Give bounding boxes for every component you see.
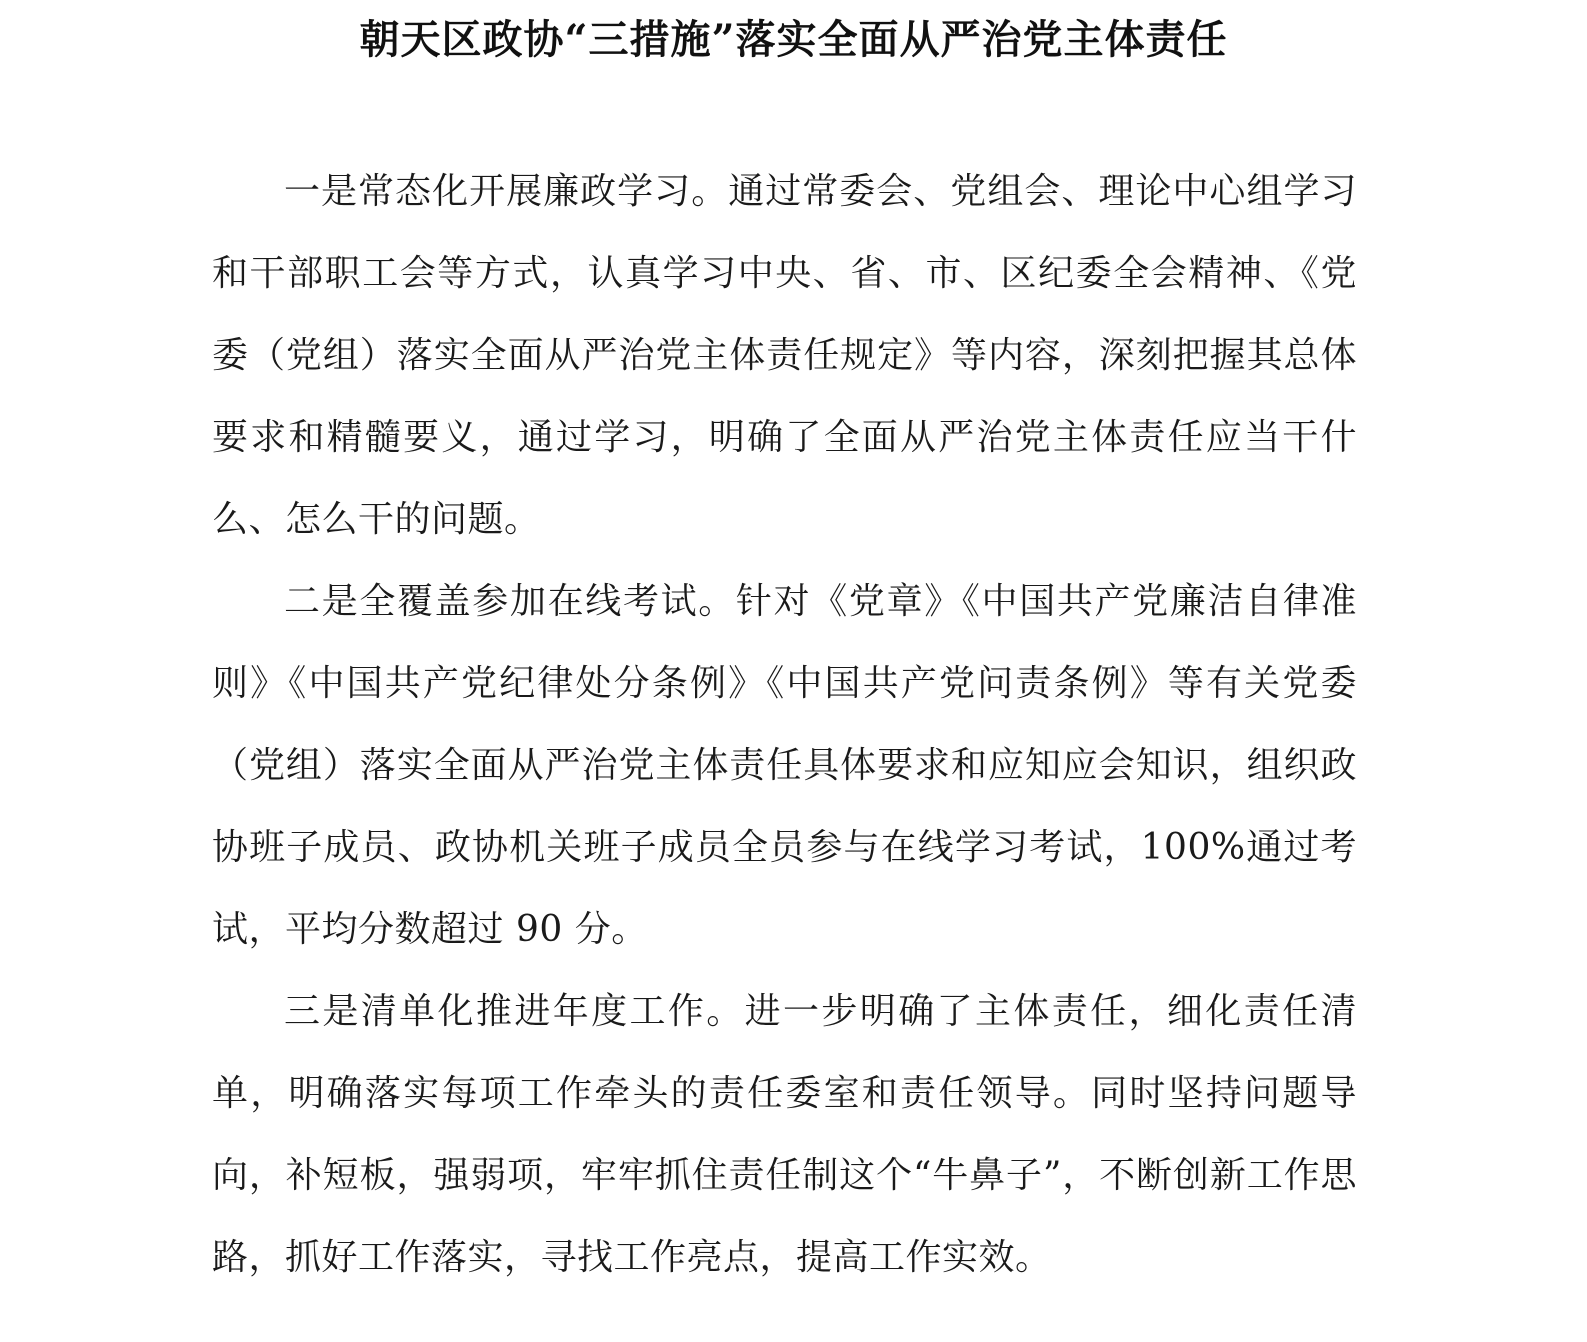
paragraph-3: 三是清单化推进年度工作。进一步明确了主体责任，细化责任清单，明确落实每项工作牵头的责任委室和责任领导。同时坚持问题导向，补短板，强弱项，牢牢抓住责任制这个“牛鼻子”，不断创新工作思路，抓好工作落实，寻找工作亮点，提高工作实效。 [212,991,1357,1278]
document-body [212,151,1357,1299]
paragraph-2: 二是全覆盖参加在线考试。针对《党章》《中国共产党廉洁自律准则》《中国共产党纪律处分条例》《中国共产党问责条例》等有关党委（党组）落实全面从严治党主体责任具体要求和应知应会知识，组织政协班子成员、政协机关班子成员全员参与在线学习考试，100%通过考试，平均分数超过 90 分。 [212,581,1357,950]
document-title: 朝天区政协“三措施”落实全面从严治党主体责任 [359,16,1228,63]
paragraph-1: 一是常态化开展廉政学习。通过常委会、党组会、理论中心组学习和干部职工会等方式，认真学习中央、省、市、区纪委全会精神、《党委（党组）落实全面从严治党主体责任规定》等内容，深刻把握其总体要求和精髓要义，通过学习，明确了全面从严治党主体责任应当干什么、怎么干的问题。 [212,171,1357,540]
